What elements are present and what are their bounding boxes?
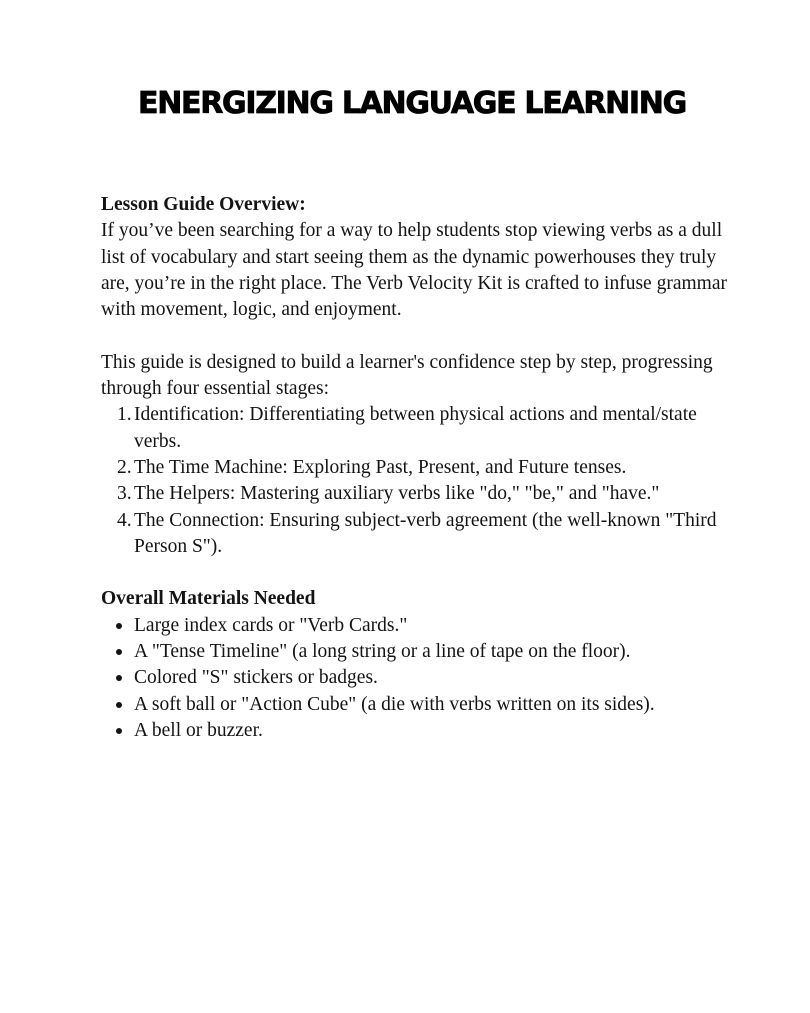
list-item: A soft ball or "Action Cube" (a die with verbs written on its sides). bbox=[101, 692, 741, 718]
list-item bbox=[101, 508, 741, 561]
list-item-number: 1. bbox=[117, 404, 132, 426]
stages-intro: This guide is designed to build a learner's confidence step by step, progressing through four essential stages: bbox=[101, 351, 713, 400]
list-item-text: The Connection: Ensuring subject-verb agreement (the well-known "Third Person S"). bbox=[134, 509, 717, 557]
list-item bbox=[101, 402, 741, 455]
list-item: A "Tense Timeline" (a long string or a line of tape on the floor). bbox=[101, 639, 741, 665]
stages-list bbox=[101, 402, 741, 560]
materials-list bbox=[101, 613, 741, 744]
list-item bbox=[101, 481, 741, 507]
document-body bbox=[101, 192, 741, 744]
list-item-text: Identification: Differentiating between physical actions and mental/state verbs. bbox=[134, 404, 697, 452]
list-item: Large index cards or "Verb Cards." bbox=[101, 613, 741, 639]
page-title: ENERGIZING LANGUAGE LEARNING bbox=[138, 86, 686, 121]
paragraph-spacer bbox=[101, 323, 741, 349]
list-item: A bell or buzzer. bbox=[101, 718, 741, 744]
list-item-number: 2. bbox=[117, 456, 132, 478]
list-item-number: 4. bbox=[117, 509, 132, 531]
overview-heading: Lesson Guide Overview: bbox=[101, 194, 306, 215]
overview-paragraph: If you’ve been searching for a way to help students stop viewing verbs as a dull list of vocabulary and start seeing them as the dynamic powerhouses they truly are, you’re in the right place. The Verb Velocity Kit is crafted to infuse grammar with movement, logic, and enjoyment. bbox=[101, 220, 727, 321]
list-item bbox=[101, 455, 741, 481]
list-item-text: The Time Machine: Exploring Past, Present, and Future tenses. bbox=[134, 456, 627, 478]
list-item: Colored "S" stickers or badges. bbox=[101, 665, 741, 691]
paragraph-spacer bbox=[101, 560, 741, 586]
list-item-text: The Helpers: Mastering auxiliary verbs like "do," "be," and "have." bbox=[134, 483, 660, 505]
list-item-number: 3. bbox=[117, 483, 132, 505]
materials-heading: Overall Materials Needed bbox=[101, 588, 316, 610]
